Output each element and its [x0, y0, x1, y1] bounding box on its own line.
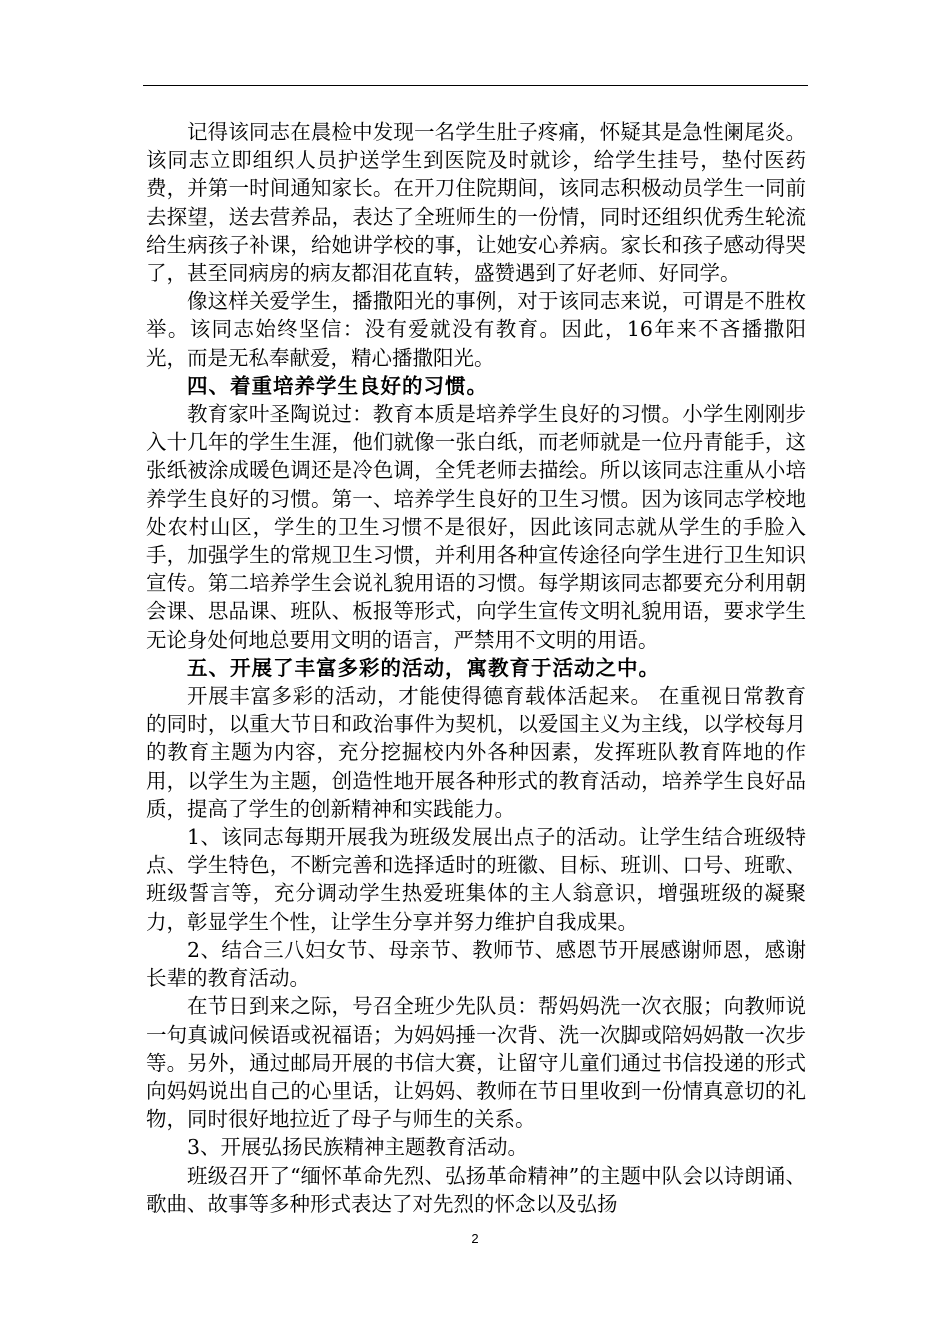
paragraph: 开展丰富多彩的活动，才能使得德育载体活起来。 在重视日常教育的同时，以重大节日和政治事件为契机，以爱国主义为主线，以学校每月的教育主题为内容，充分挖掘校内外各种因素，发挥班队教育阵地的作用，以学生为主题，创造性地开展各种形式的教育活动，培养学生良好品质，提高了学生的创新精神和实践能力。 — [146, 684, 806, 821]
paragraph: 2、结合三八妇女节、母亲节、教师节、感恩节开展感谢师恩，感谢长辈的教育活动。 — [146, 937, 806, 991]
header-rule — [143, 85, 808, 86]
section-heading: 四、着重培养学生良好的习惯。 — [187, 373, 488, 398]
page-number: 2 — [471, 1231, 479, 1246]
section-heading: 五、开展了丰富多彩的活动，寓教育于活动之中。 — [187, 655, 660, 680]
paragraph: 在节日到来之际，号召全班少先队员：帮妈妈洗一次衣服；向教师说一句真诚问候语或祝福语；为妈妈捶一次背、洗一次脚或陪妈妈散一次步等。另外，通过邮局开展的书信大赛，让留守儿童们通过书信投递的形式向妈妈说出自己的心里话，让妈妈、教师在节日里收到一份情真意切的礼物，同时很好地拉近了母子与师生的关系。 — [146, 994, 806, 1132]
paragraph: 教育家叶圣陶说过：教育本质是培养学生良好的习惯。小学生刚刚步入十几年的学生生涯，他们就像一张白纸，而老师就是一位丹青能手，这张纸被涂成暖色调还是冷色调，全凭老师去描绘。所以该同志注重从小培养学生良好的习惯。第一、培养学生良好的卫生习惯。因为该同志学校地处农村山区，学生的卫生习惯不是很好，因此该同志就从学生的手脸入手，加强学生的常规卫生习惯，并利用各种宣传途径向学生进行卫生知识宣传。第二培养学生会说礼貌用语的习惯。每学期该同志都要充分利用朝会课、思品课、班队、板报等形式，向学生宣传文明礼貌用语，要求学生无论身处何地总要用文明的语言，严禁用不文明的用语。 — [146, 402, 806, 652]
paragraph: 记得该同志在晨检中发现一名学生肚子疼痛，怀疑其是急性阑尾炎。该同志立即组织人员护送学生到医院及时就诊，给学生挂号，垫付医药费，并第一时间通知家长。在开刀住院期间，该同志积极动员学生一同前去探望，送去营养品，表达了全班师生的一份情，同时还组织优秀生轮流给生病孩子补课，给她讲学校的事，让她安心养病。家长和孩子感动得哭了，甚至同病房的病友都泪花直转，盛赞遇到了好老师、好同学。 — [146, 120, 806, 286]
document-body — [146, 118, 806, 1218]
paragraph: 像这样关爱学生，播撒阳光的事例，对于该同志来说，可谓是不胜枚举。该同志始终坚信：没有爱就没有教育。因此，16年来不吝播撒阳光，而是无私奉献爱，精心播撒阳光。 — [146, 289, 806, 370]
paragraph: 3、开展弘扬民族精神主题教育活动。 — [187, 1135, 529, 1160]
paragraph: 班级召开了“缅怀革命先烈、弘扬革命精神”的主题中队会以诗朗诵、歌曲、故事等多种形式表达了对先烈的怀念以及弘扬 — [146, 1163, 806, 1216]
paragraph: 1、该同志每期开展我为班级发展出点子的活动。让学生结合班级特点、学生特色，不断完善和选择适时的班徽、目标、班训、口号、班歌、班级誓言等，充分调动学生热爱班集体的主人翁意识，增强班级的凝聚力，彰显学生个性，让学生分享并努力维护自我成果。 — [146, 825, 806, 934]
